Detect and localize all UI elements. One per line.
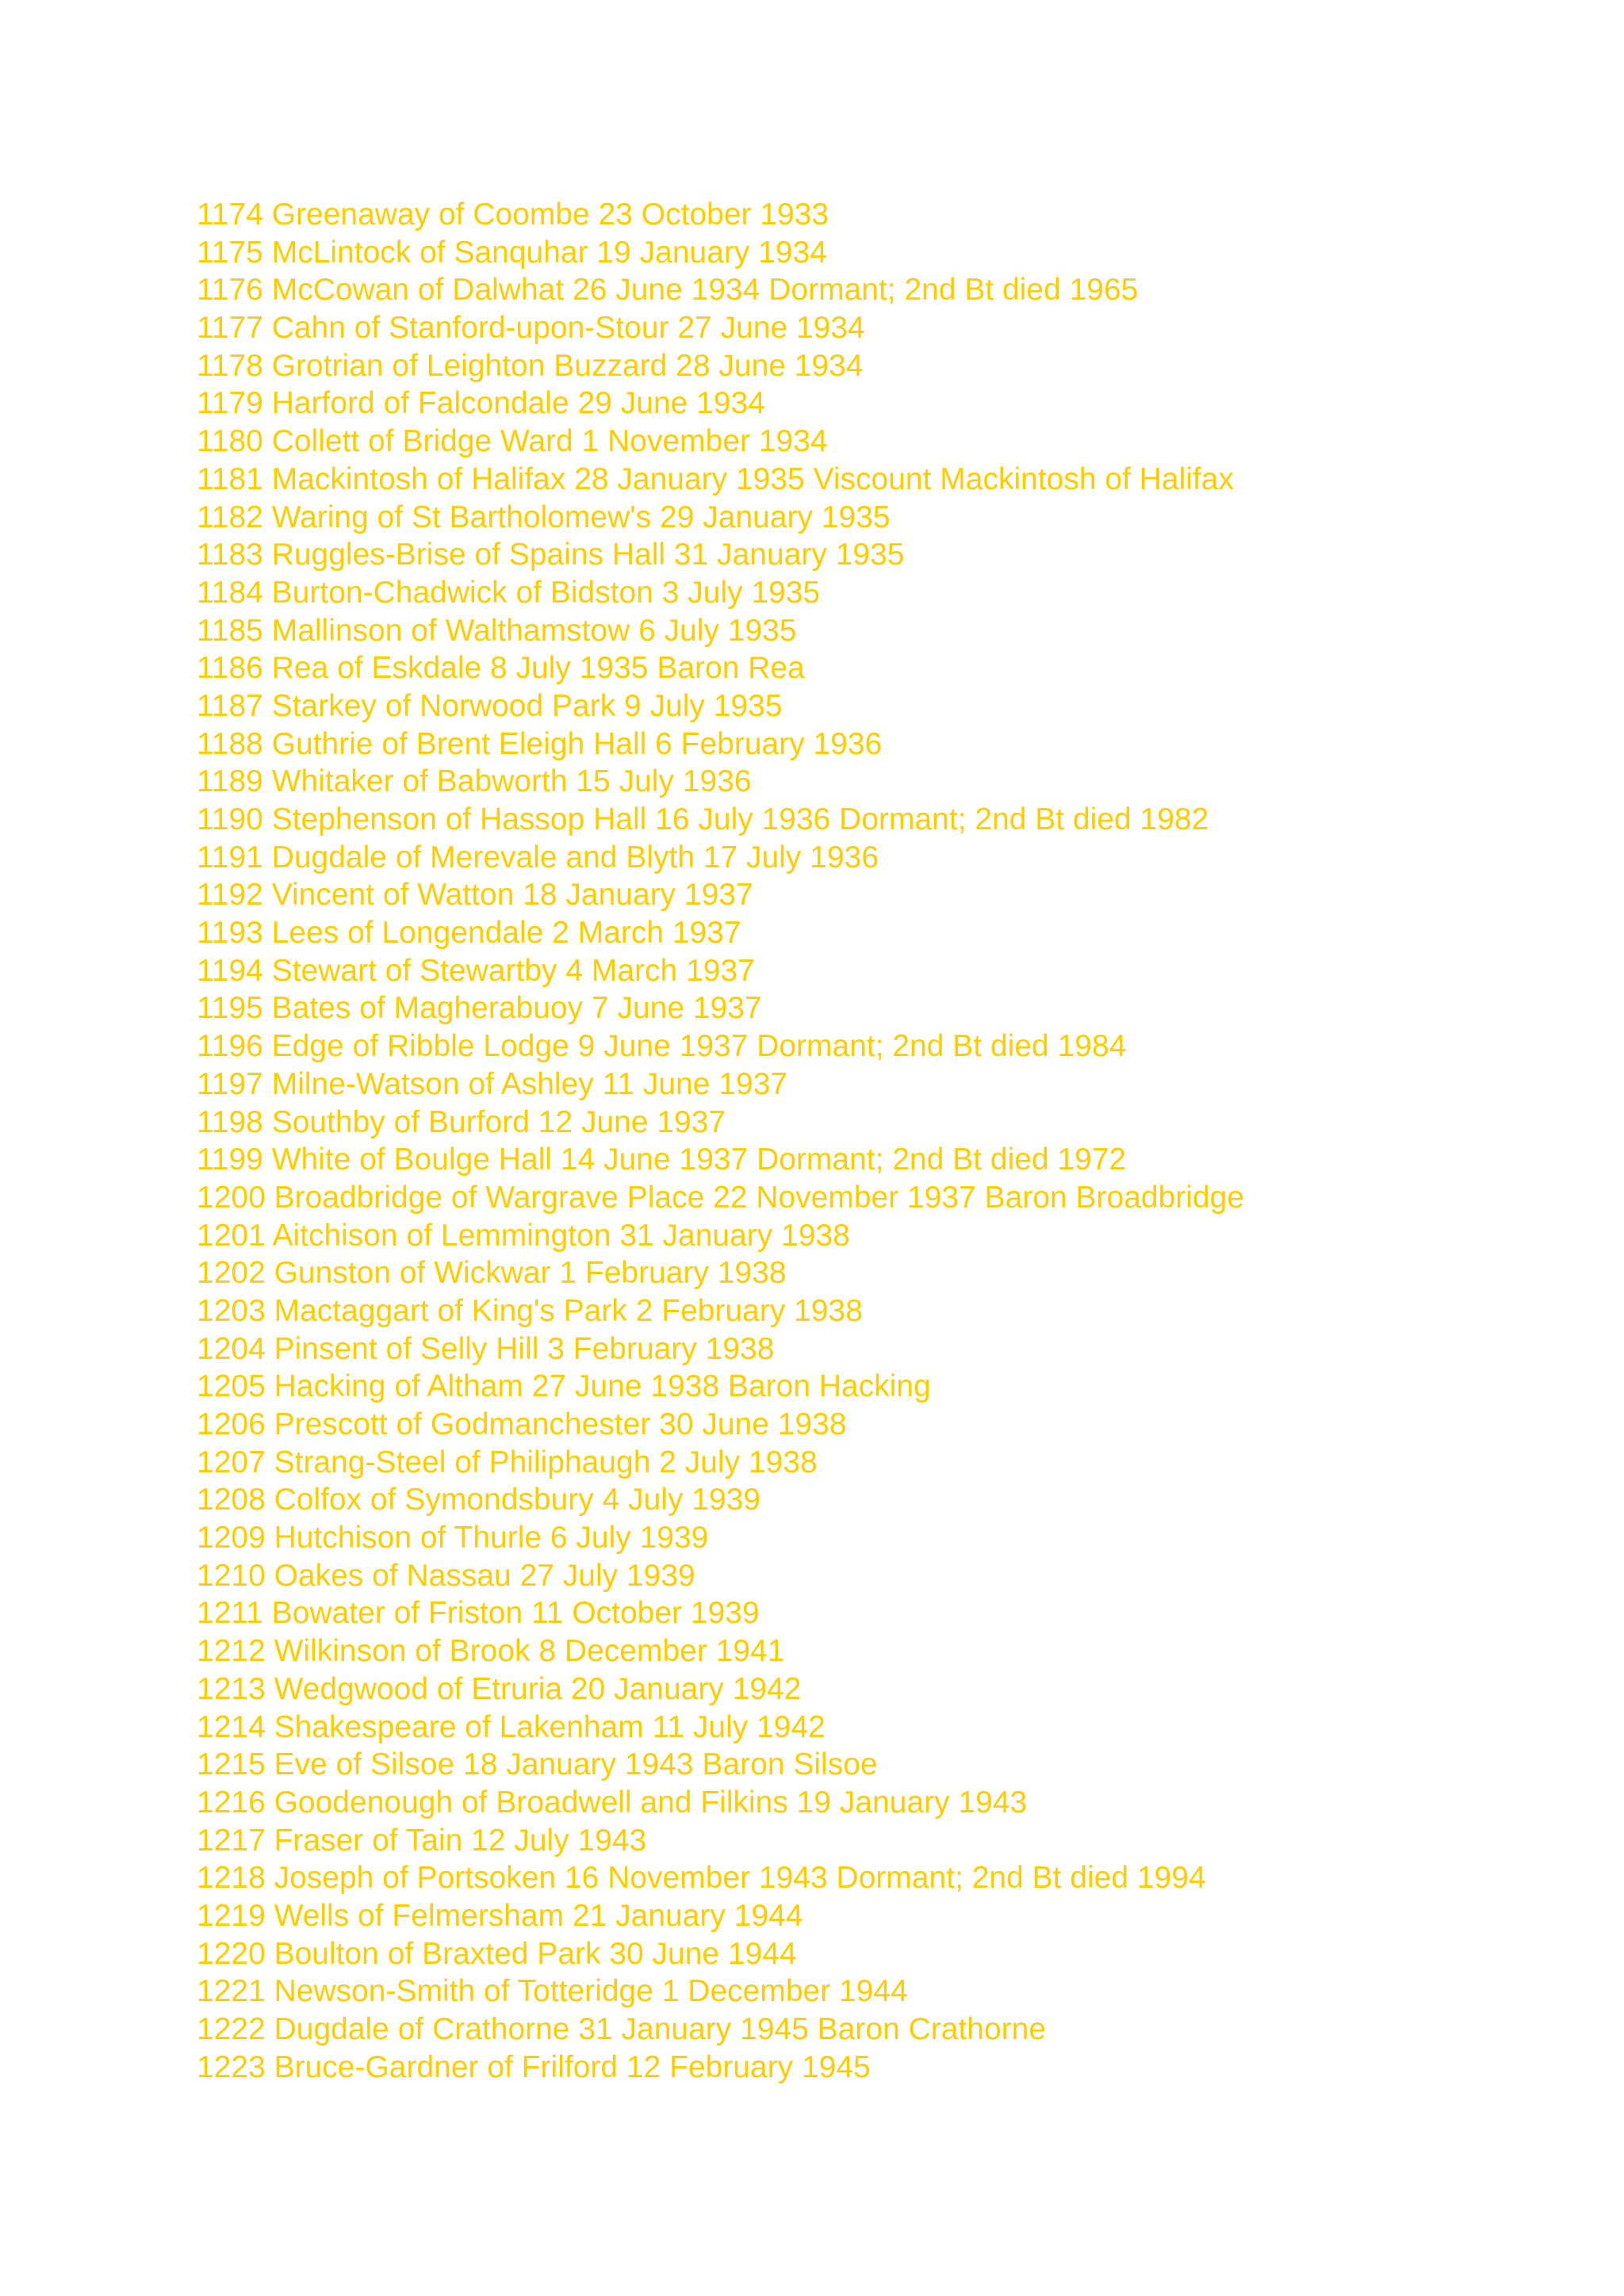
list-item: 1202 Gunston of Wickwar 1 February 1938 — [197, 1256, 787, 1291]
list-item: 1192 Vincent of Watton 18 January 1937 — [197, 878, 753, 913]
list-item: 1190 Stephenson of Hassop Hall 16 July 1936 Dormant; 2nd Bt died 1982 — [197, 802, 1209, 836]
list-item: 1223 Bruce-Gardner of Frilford 12 February 1945 — [197, 2049, 871, 2084]
list-item: 1196 Edge of Ribble Lodge 9 June 1937 Dormant; 2nd Bt died 1984 — [197, 1029, 1127, 1064]
list-item: 1181 Mackintosh of Halifax 28 January 1935 Viscount Mackintosh of Halifax — [197, 461, 1234, 496]
list-item: 1185 Mallinson of Walthamstow 6 July 1935 — [197, 613, 797, 648]
list-item: 1212 Wilkinson of Brook 8 December 1941 — [197, 1634, 785, 1669]
list-item: 1201 Aitchison of Lemmington 31 January 1938 — [197, 1218, 850, 1253]
list-item: 1200 Broadbridge of Wargrave Place 22 November 1937 Baron Broadbridge — [197, 1180, 1245, 1215]
list-item: 1204 Pinsent of Selly Hill 3 February 1938 — [197, 1331, 775, 1366]
list-item: 1211 Bowater of Friston 11 October 1939 — [197, 1596, 760, 1631]
list-item: 1220 Boulton of Braxted Park 30 June 1944 — [197, 1936, 797, 1971]
list-item: 1177 Cahn of Stanford-upon-Stour 27 June 1934 — [197, 311, 865, 346]
list-item: 1174 Greenaway of Coombe 23 October 1933 — [197, 197, 829, 232]
list-item: 1198 Southby of Burford 12 June 1937 — [197, 1104, 726, 1139]
list-item: 1175 McLintock of Sanquhar 19 January 1934 — [197, 235, 827, 270]
list-item: 1199 White of Boulge Hall 14 June 1937 Dormant; 2nd Bt died 1972 — [197, 1142, 1127, 1177]
list-item: 1180 Collett of Bridge Ward 1 November 1934 — [197, 424, 828, 459]
list-item: 1183 Ruggles-Brise of Spains Hall 31 January 1935 — [197, 538, 905, 572]
list-item: 1209 Hutchison of Thurle 6 July 1939 — [197, 1521, 709, 1556]
list-item: 1194 Stewart of Stewartby 4 March 1937 — [197, 953, 755, 988]
list-item: 1179 Harford of Falcondale 29 June 1934 — [197, 386, 765, 421]
list-item: 1215 Eve of Silsoe 18 January 1943 Baron Silsoe — [197, 1747, 878, 1782]
list-item: 1182 Waring of St Bartholomew's 29 January 1935 — [197, 499, 891, 534]
list-item: 1203 Mactaggart of King's Park 2 February 1938 — [197, 1293, 863, 1328]
list-item: 1187 Starkey of Norwood Park 9 July 1935 — [197, 688, 783, 723]
list-item: 1184 Burton-Chadwick of Bidston 3 July 1935 — [197, 575, 821, 610]
list-item: 1221 Newson-Smith of Totteridge 1 December 1944 — [197, 1974, 908, 2009]
list-item: 1213 Wedgwood of Etruria 20 January 1942 — [197, 1671, 802, 1706]
list-item: 1218 Joseph of Portsoken 16 November 1943 Dormant; 2nd Bt died 1994 — [197, 1861, 1206, 1896]
list-item: 1197 Milne-Watson of Ashley 11 June 1937 — [197, 1066, 788, 1101]
list-item: 1176 McCowan of Dalwhat 26 June 1934 Dormant; 2nd Bt died 1965 — [197, 273, 1139, 308]
list-item: 1188 Guthrie of Brent Eleigh Hall 6 February 1936 — [197, 726, 883, 761]
list-item: 1222 Dugdale of Crathorne 31 January 1945 Baron Crathorne — [197, 2012, 1047, 2046]
list-item: 1216 Goodenough of Broadwell and Filkins 19 January 1943 — [197, 1785, 1028, 1820]
list-item: 1186 Rea of Eskdale 8 July 1935 Baron Rea — [197, 651, 805, 686]
list-item: 1195 Bates of Magherabuoy 7 June 1937 — [197, 991, 762, 1026]
list-item: 1219 Wells of Felmersham 21 January 1944 — [197, 1898, 803, 1933]
baronetcy-list — [197, 196, 1244, 2086]
list-item: 1207 Strang-Steel of Philiphaugh 2 July 1938 — [197, 1445, 818, 1479]
list-item: 1178 Grotrian of Leighton Buzzard 28 June 1934 — [197, 348, 864, 383]
list-item: 1214 Shakespeare of Lakenham 11 July 1942 — [197, 1709, 825, 1744]
list-item: 1210 Oakes of Nassau 27 July 1939 — [197, 1558, 695, 1593]
list-item: 1191 Dugdale of Merevale and Blyth 17 July 1936 — [197, 840, 879, 874]
list-item: 1208 Colfox of Symondsbury 4 July 1939 — [197, 1483, 761, 1517]
list-item: 1193 Lees of Longendale 2 March 1937 — [197, 916, 741, 951]
list-item: 1206 Prescott of Godmanchester 30 June 1938 — [197, 1407, 847, 1441]
list-item: 1217 Fraser of Tain 12 July 1943 — [197, 1823, 647, 1858]
list-item: 1189 Whitaker of Babworth 15 July 1936 — [197, 764, 752, 799]
list-item: 1205 Hacking of Altham 27 June 1938 Baron Hacking — [197, 1369, 931, 1404]
